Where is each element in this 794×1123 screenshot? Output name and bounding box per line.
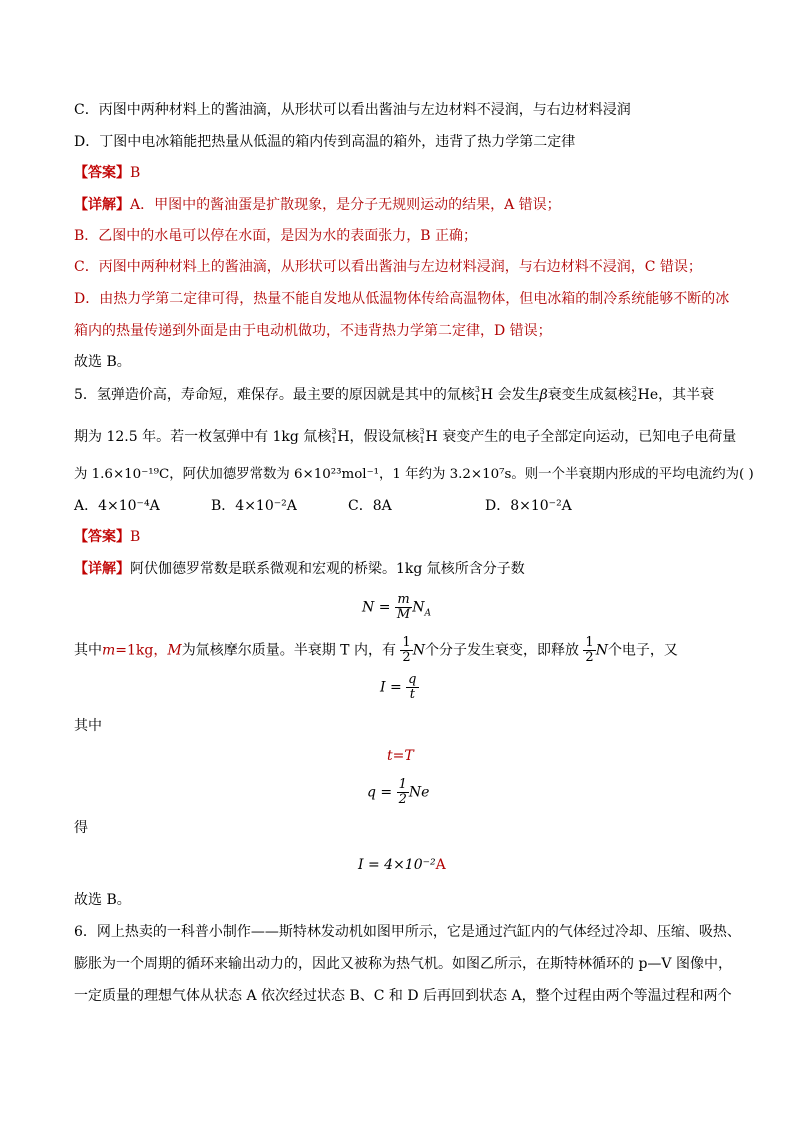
answer-4 bbox=[74, 163, 140, 183]
equation-t: t=T bbox=[387, 748, 414, 764]
answer-value: B bbox=[130, 165, 141, 181]
where-line-1: 其中m=1kg，M为氚核摩尔质量。半衰期 T 内，有 $\frac{1}{2}$ N个分子发生衰变，即释放 $\frac{1}{2}$ N个电子，又 bbox=[74, 635, 678, 665]
option-c-previous: C．丙图中两种材料上的酱油滴，从形状可以看出酱油与左边材料不浸润，与右边材料浸润 bbox=[74, 102, 631, 118]
option-a: A．4×10⁻⁴A bbox=[74, 498, 160, 514]
equation-current: I = $\frac{q}{t}$ bbox=[380, 672, 417, 702]
choose-4: 故选 B。 bbox=[74, 354, 131, 370]
question-5-line-3: 为 1.6×10⁻¹⁹C，阿伏加德罗常数为 6×10²³mol⁻¹，1 年约为 3.2×10⁷s。则一个半衰期内形成的平均电流约为( ) bbox=[74, 467, 754, 482]
question-6-line-2: 膨胀为一个周期的循环来输出动力的，因此又被称为热气机。如图乙所示，在斯特林循环的 p—V 图像中， bbox=[74, 956, 732, 972]
detail-4-d1: D．由热力学第二定律可得，热量不能自发地从低温物体传给高温物体，但电冰箱的制冷系统能够不断的冰 bbox=[74, 291, 730, 307]
beta-symbol: β bbox=[539, 387, 548, 403]
detail-4-c: C．丙图中两种材料上的酱油滴，从形状可以看出酱油与左边材料浸润，与右边材料不浸润，C 错误； bbox=[74, 259, 702, 275]
detail-label: 【详解】 bbox=[74, 197, 130, 213]
helium-nuclide: 3 2 bbox=[631, 385, 637, 403]
equation-charge: q = $\frac{1}{2}$ Ne bbox=[367, 777, 430, 807]
answer-5: 【答案】B bbox=[74, 529, 141, 545]
option-d-previous: D．丁图中电冰箱能把热量从低温的箱内传到高温的箱外，违背了热力学第二定律 bbox=[74, 134, 576, 150]
equation-result: I = 4×10⁻²A bbox=[358, 857, 446, 873]
question-5-line-2: 期为 12.5 年。若一枚氢弹中有 1kg 氚核 3 1 H，假设氚核 3 1 H 衰变产生的电子全部定向运动，已知电子电荷量 bbox=[74, 427, 737, 445]
option-d: D．8×10⁻²A bbox=[485, 498, 572, 514]
answer-label: 【答案】 bbox=[74, 165, 130, 181]
detail-4-d2: 箱内的热量传递到外面是由于电动机做功，不违背热力学第二定律，D 错误； bbox=[74, 323, 552, 339]
option-b: B．4×10⁻²A bbox=[211, 498, 297, 514]
question-6-line-3: 一定质量的理想气体从状态 A 依次经过状态 B、C 和 D 后再回到状态 A，整个过程由两个等温过程和两个 bbox=[74, 988, 732, 1004]
tritium-nuclide: 3 1 bbox=[474, 385, 480, 403]
option-c: C．8A bbox=[348, 498, 392, 514]
choose-5: 故选 B。 bbox=[74, 892, 131, 908]
detail-5: 【详解】阿伏伽德罗常数是联系微观和宏观的桥梁。1kg 氚核所含分子数 bbox=[74, 561, 525, 577]
get-line: 得 bbox=[74, 820, 88, 836]
where-line-2: 其中 bbox=[74, 718, 102, 734]
question-5-line-1: 5．氢弹造价高，寿命短，难保存。最主要的原因就是其中的氚核 3 1 H 会发生β衰变生成氦核 3 2 He，其半衰 bbox=[74, 385, 715, 403]
detail-4-b: B．乙图中的水黾可以停在水面，是因为水的表面张力，B 正确； bbox=[74, 228, 478, 244]
equation-avogadro: N = $\frac{m}{M}$ $N_A$ bbox=[362, 592, 431, 622]
question-6-line-1: 6．网上热卖的一科普小制作——斯特林发动机如图甲所示，它是通过汽缸内的气体经过冷却、压缩、吸热、 bbox=[74, 924, 741, 940]
detail-4-a: 【详解】A．甲图中的酱油蛋是扩散现象，是分子无规则运动的结果，A 错误； bbox=[74, 197, 561, 213]
